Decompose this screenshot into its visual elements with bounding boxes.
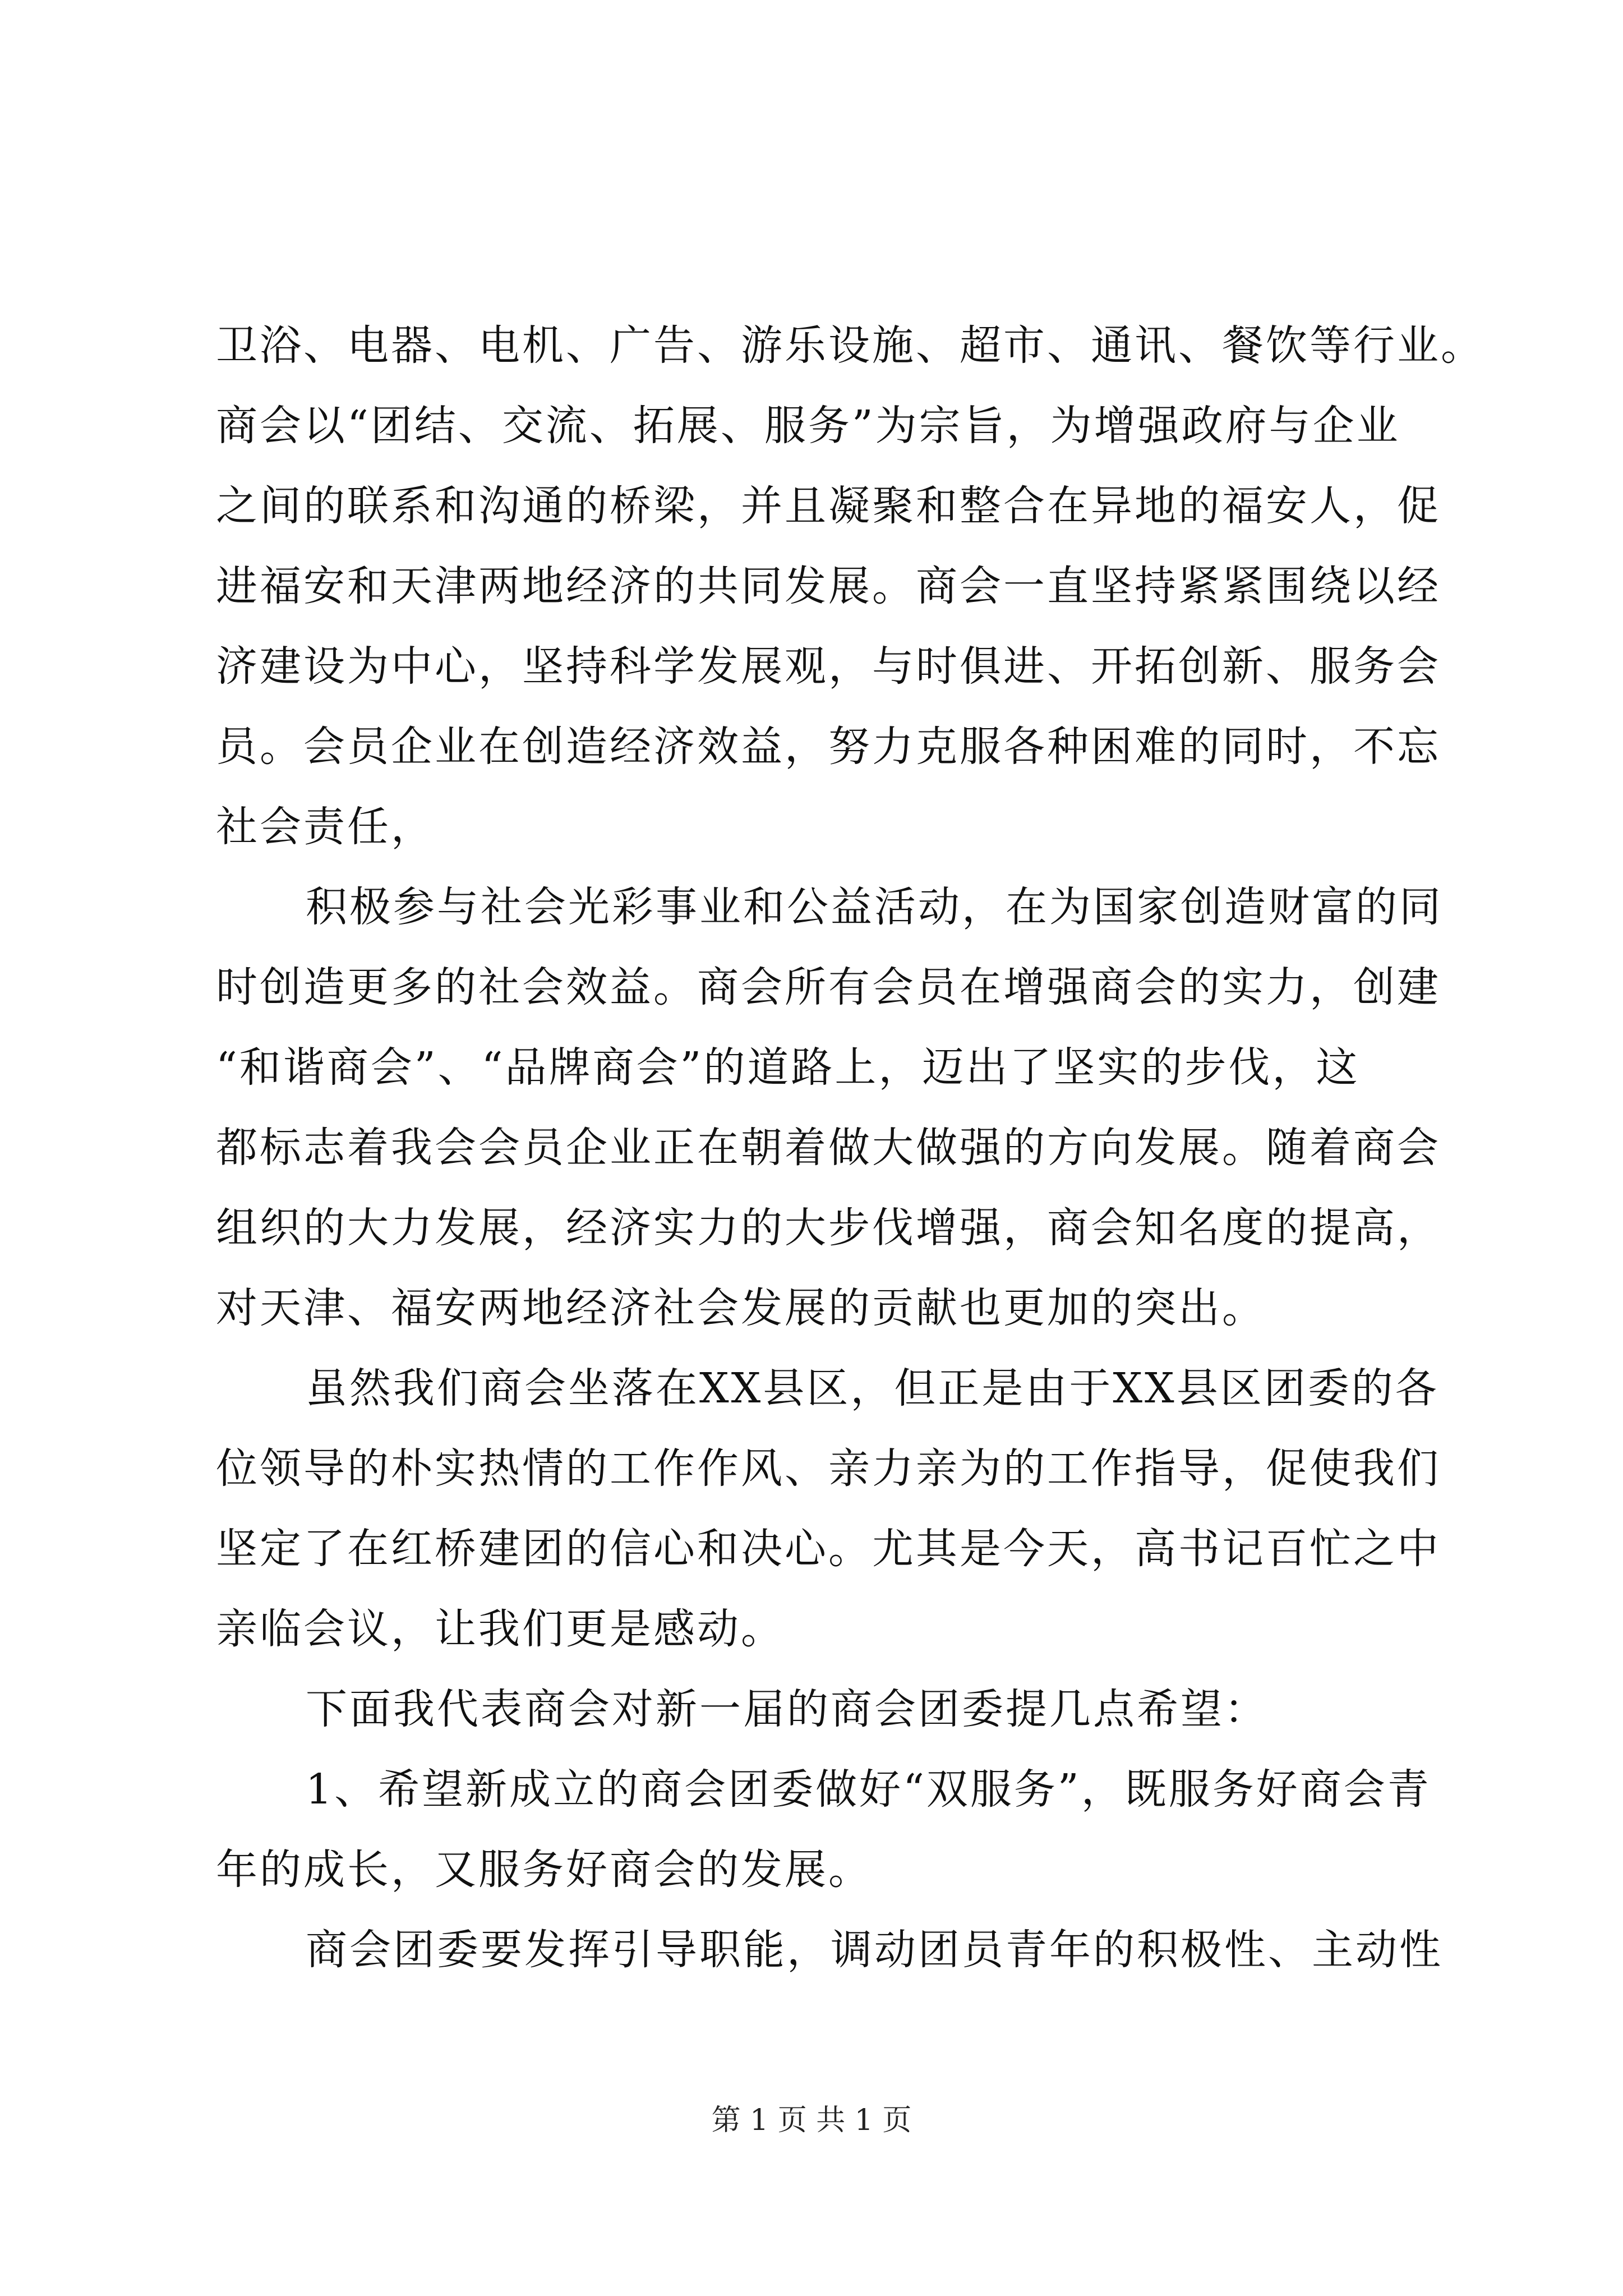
text-line: 卫浴、电器、电机、广告、游乐设施、超市、通讯、餐饮等行业。: [216, 321, 1484, 370]
text-line: 都标志着我会会员企业正在朝着做大做强的方向发展。随着商会: [216, 1124, 1441, 1172]
text-line: 坚定了在红桥建团的信心和决心。尤其是今天，高书记百忙之中: [216, 1525, 1441, 1573]
page-footer: 第 1 页 共 1 页: [711, 2104, 912, 2137]
text-line: “和谐商会”、“品牌商会”的道路上，迈出了坚实的步伐，这: [216, 1043, 1360, 1092]
text-line: 积极参与社会光彩事业和公益活动，在为国家创造财富的同: [306, 883, 1443, 931]
text-line: 时创造更多的社会效益。商会所有会员在增强商会的实力，创建: [216, 963, 1441, 1011]
text-line: 员。会员企业在创造经济效益，努力克服各种困难的同时，不忘: [216, 723, 1441, 771]
text-line: 进福安和天津两地经济的共同发展。商会一直坚持紧紧围绕以经: [216, 562, 1441, 610]
text-line: 社会责任，: [216, 803, 435, 851]
text-line: 亲临会议，让我们更是感动。: [216, 1605, 785, 1653]
text-line: 1、希望新成立的商会团委做好“双服务”，既服务好商会青: [306, 1765, 1431, 1814]
text-line: 之间的联系和沟通的桥梁，并且凝聚和整合在异地的福安人，促: [216, 482, 1441, 530]
text-line: 组织的大力发展，经济实力的大步伐增强，商会知名度的提高，: [216, 1204, 1441, 1252]
text-line: 商会以“团结、交流、拓展、服务”为宗旨，为增强政府与企业: [216, 402, 1400, 450]
text-line: 虽然我们商会坐落在XX县区，但正是由于XX县区团委的各: [306, 1364, 1439, 1412]
text-line: 商会团委要发挥引导职能，调动团员青年的积极性、主动性: [306, 1926, 1443, 1974]
text-line: 济建设为中心，坚持科学发展观，与时俱进、开拓创新、服务会: [216, 642, 1441, 691]
text-line: 年的成长，又服务好商会的发展。: [216, 1846, 872, 1894]
text-line: 对天津、福安两地经济社会发展的贡献也更加的突出。: [216, 1284, 1266, 1332]
text-line: 位领导的朴实热情的工作作风、亲力亲为的工作指导，促使我们: [216, 1444, 1441, 1493]
text-line: 下面我代表商会对新一届的商会团委提几点希望：: [306, 1685, 1268, 1733]
document-body: [216, 306, 1484, 1990]
